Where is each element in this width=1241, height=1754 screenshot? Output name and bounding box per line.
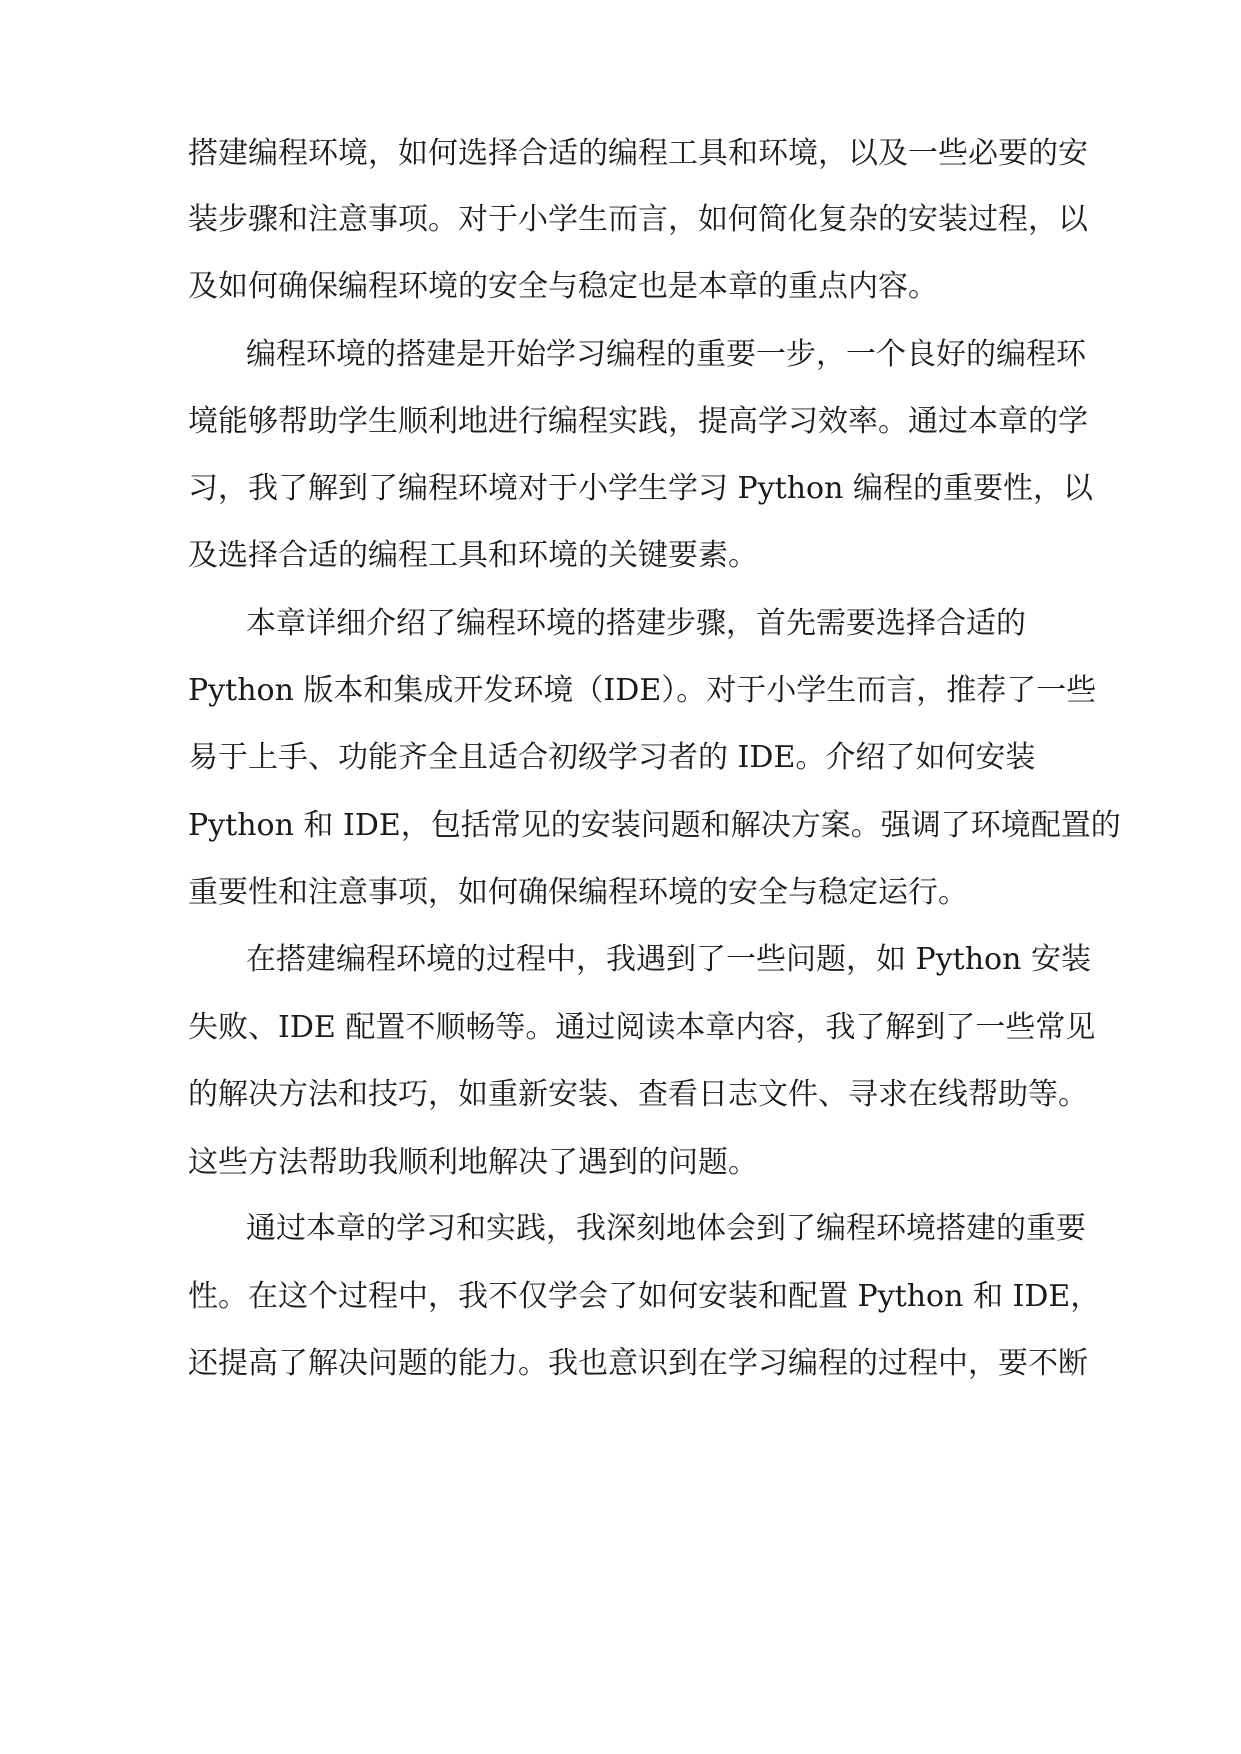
text-line: 搭建编程环境，如何选择合适的编程工具和环境，以及一些必要的安	[188, 136, 1088, 171]
text-line: 失败、IDE 配置不顺畅等。通过阅读本章内容，我了解到了一些常见	[188, 1010, 1096, 1045]
paragraph-first-line: 在搭建编程环境的过程中，我遇到了一些问题，如 Python 安装	[246, 942, 1091, 977]
text-line: 易于上手、功能齐全且适合初级学习者的 IDE。介绍了如何安装	[188, 740, 1036, 775]
paragraph-first-line: 通过本章的学习和实践，我深刻地体会到了编程环境搭建的重要	[246, 1211, 1086, 1246]
text-line: 及选择合适的编程工具和环境的关键要素。	[188, 538, 758, 573]
paragraph-first-line: 编程环境的搭建是开始学习编程的重要一步，一个良好的编程环	[246, 337, 1086, 372]
text-line: 装步骤和注意事项。对于小学生而言，如何简化复杂的安装过程，以	[188, 202, 1088, 237]
text-line: 性。在这个过程中，我不仅学会了如何安装和配置 Python 和 IDE，	[188, 1279, 1101, 1314]
text-line: 的解决方法和技巧，如重新安装、查看日志文件、寻求在线帮助等。	[188, 1077, 1088, 1112]
text-line: Python 和 IDE，包括常见的安装问题和解决方案。强调了环境配置的	[188, 808, 1121, 843]
text-line: 这些方法帮助我顺利地解决了遇到的问题。	[188, 1145, 758, 1180]
text-line: 还提高了解决问题的能力。我也意识到在学习编程的过程中，要不断	[188, 1346, 1088, 1381]
text-line: 境能够帮助学生顺利地进行编程实践，提高学习效率。通过本章的学	[188, 404, 1088, 439]
text-line: 重要性和注意事项，如何确保编程环境的安全与稳定运行。	[188, 875, 968, 910]
text-line: Python 版本和集成开发环境（IDE）。对于小学生而言，推荐了一些	[188, 673, 1097, 708]
text-line: 及如何确保编程环境的安全与稳定也是本章的重点内容。	[188, 269, 938, 304]
paragraph-first-line: 本章详细介绍了编程环境的搭建步骤，首先需要选择合适的	[246, 606, 1026, 641]
text-line: 习，我了解到了编程环境对于小学生学习 Python 编程的重要性，以	[188, 471, 1093, 506]
